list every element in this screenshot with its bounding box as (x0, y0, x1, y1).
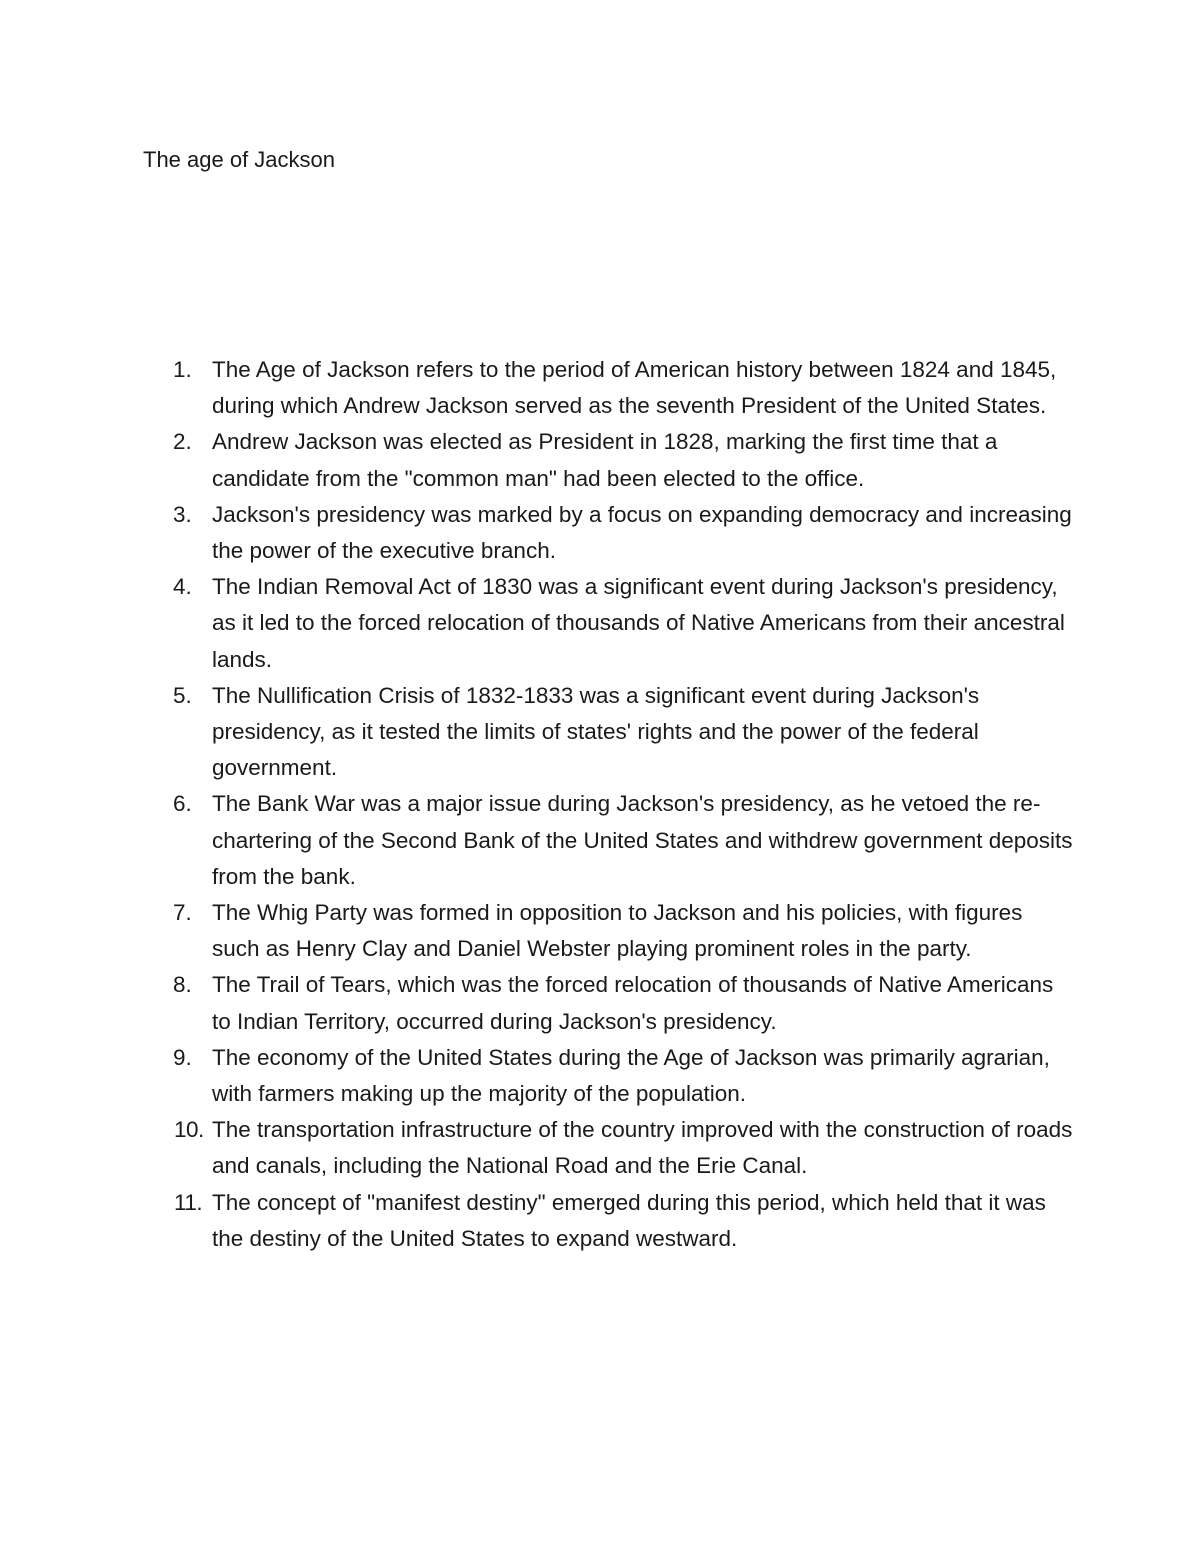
list-item (143, 1040, 1073, 1112)
list-item-text: The Bank War was a major issue during Jackson's presidency, as he vetoed the re-chartering of the Second Bank of the United States and withdrew government deposits from the bank. (212, 791, 1073, 889)
list-item-number: 5. (173, 682, 192, 708)
list-item-number: 9. (173, 1044, 192, 1070)
list-item-number: 1. (173, 357, 192, 382)
list-item-text: Andrew Jackson was elected as President in 1828, marking the first time that a candidate from the "common man" had been elected to the office. (212, 429, 998, 491)
list-item-number: 10. (174, 1117, 204, 1143)
list-item (143, 497, 1073, 569)
list-item (143, 895, 1073, 967)
list-item-number: 7. (173, 900, 192, 926)
list-item-number: 11. (174, 1189, 203, 1215)
list-item-text: The transportation infrastructure of the country improved with the construction of roads and canals, including the National Road and the Erie Canal. (212, 1117, 1073, 1179)
document-title: The age of Jackson (143, 147, 336, 172)
list-item (143, 1185, 1073, 1257)
list-item (143, 569, 1073, 678)
list-item (143, 786, 1073, 895)
list-item (143, 352, 1073, 424)
list-item (143, 424, 1073, 496)
list-item-text: The Nullification Crisis of 1832-1833 was a significant event during Jackson's presidency, as it tested the limits of states' rights and the power of the federal government. (212, 682, 980, 781)
list-item-number: 4. (173, 574, 192, 600)
list-item-text: Jackson's presidency was marked by a focus on expanding democracy and increasing the power of the executive branch. (212, 501, 1072, 564)
list-item (143, 1112, 1073, 1184)
list-item (143, 967, 1073, 1039)
list-item-text: The concept of "manifest destiny" emerged during this period, which held that it was the destiny of the United States to expand westward. (212, 1189, 1046, 1251)
list-item-text: The Indian Removal Act of 1830 was a significant event during Jackson's presidency, as it led to the forced relocation of thousands of Native Americans from their ancestral lands. (212, 574, 1065, 672)
list-item-number: 3. (173, 501, 192, 527)
list-item-text: The Trail of Tears, which was the forced relocation of thousands of Native Americans to Indian Territory, occurred during Jackson's presidency. (212, 972, 1054, 1034)
list-item-number: 6. (173, 791, 192, 817)
list-item (143, 678, 1073, 787)
list-item-number: 2. (173, 429, 192, 455)
list-item-text: The Age of Jackson refers to the period of American history between 1824 and 1845, during which Andrew Jackson served as the seventh President of the United States. (212, 357, 1057, 419)
list-item-text: The economy of the United States during the Age of Jackson was primarily agrarian, with farmers making up the majority of the population. (212, 1044, 1050, 1107)
list-item-text: The Whig Party was formed in opposition to Jackson and his policies, with figures such as Henry Clay and Daniel Webster playing prominent roles in the party. (212, 900, 1023, 962)
list-item-number: 8. (173, 972, 192, 998)
numbered-list (143, 352, 1073, 1257)
